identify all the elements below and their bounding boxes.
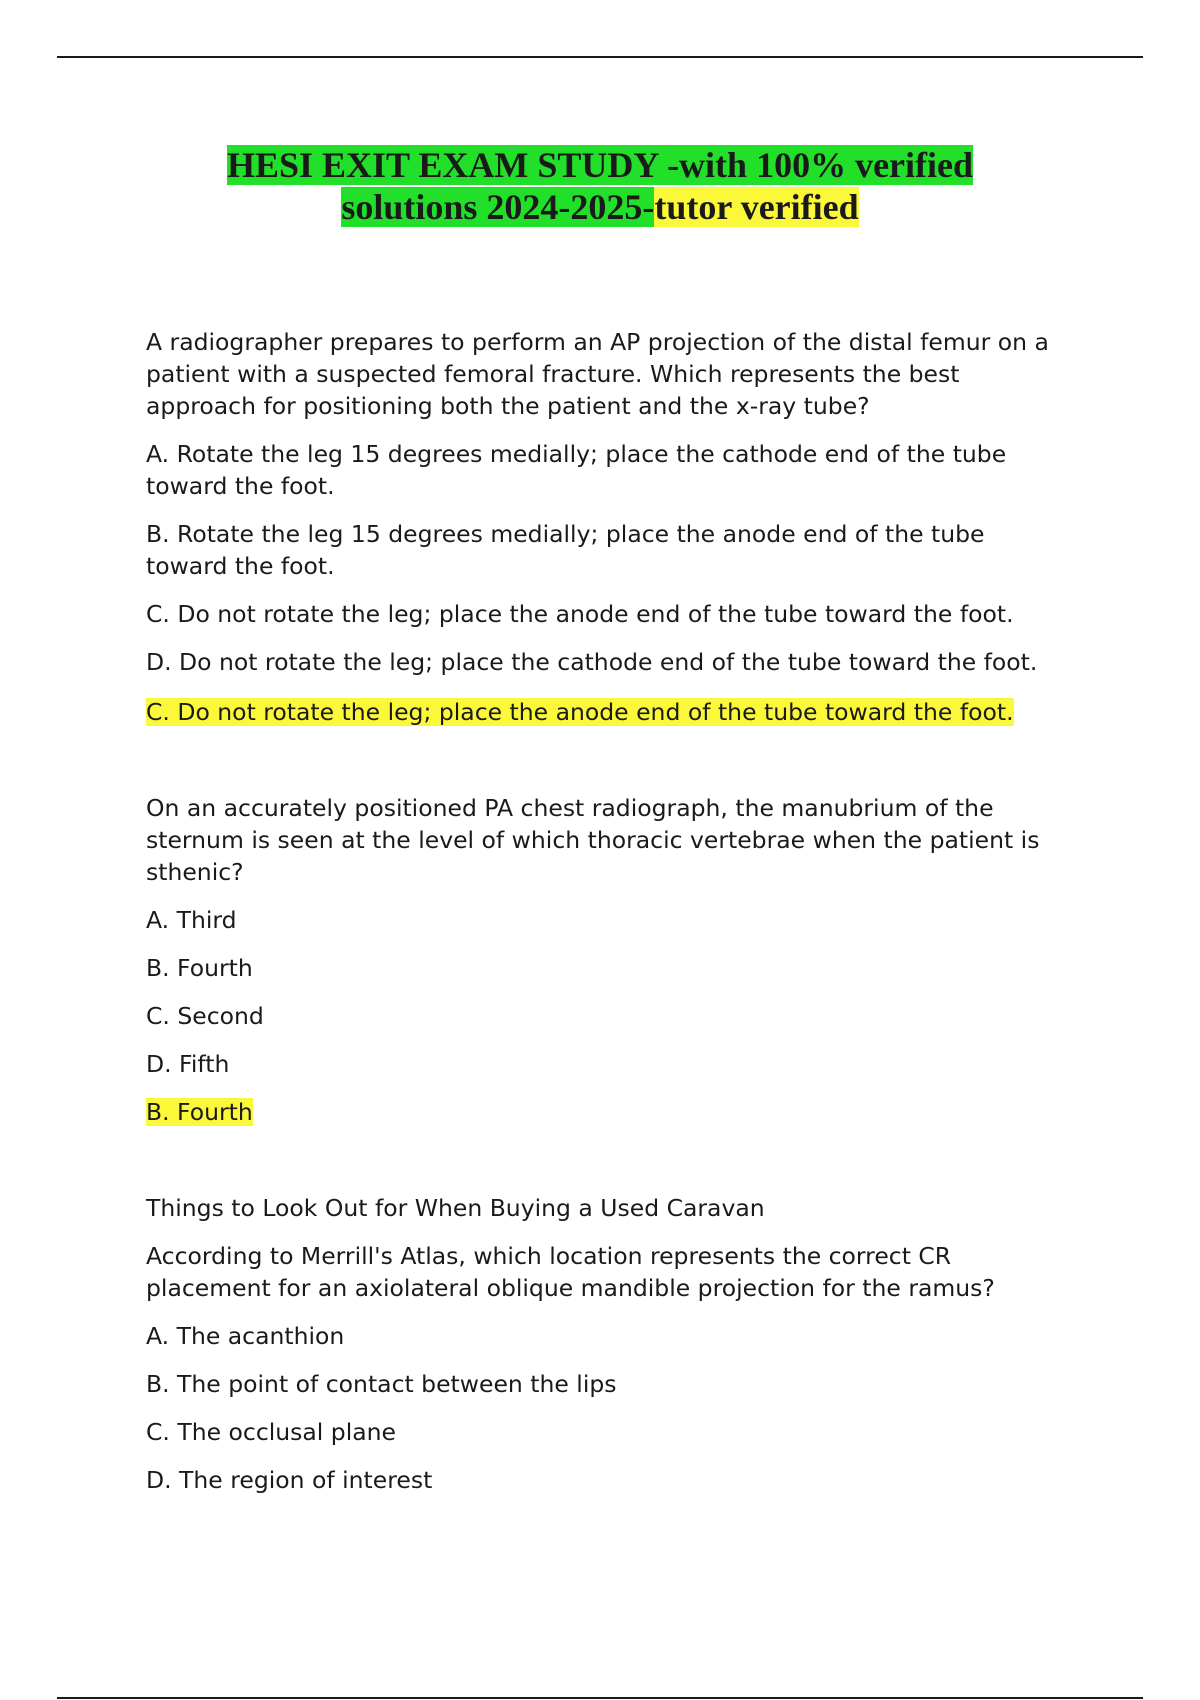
question-2-answer	[146, 1096, 1066, 1128]
document-body	[146, 326, 1066, 1512]
question-2-option-c: C. Second	[146, 1002, 264, 1030]
question-1-stem: A radiographer prepares to perform an AP projection of the distal femur on a patient with a suspected femoral fracture. Which represents the best approach for positioning both the patient and the x-ray tube?	[146, 328, 1049, 420]
question-3-option-b: B. The point of contact between the lips	[146, 1370, 617, 1398]
document-title	[0, 144, 1200, 228]
question-3-option-a: A. The acanthion	[146, 1322, 345, 1350]
section-heading: Things to Look Out for When Buying a Used Caravan	[146, 1194, 765, 1222]
question-3-stem: According to Merrill's Atlas, which location represents the correct CR placement for an axiolateral oblique mandible projection for the ramus?	[146, 1242, 995, 1302]
question-1-answer	[146, 696, 1066, 728]
question-2-answer-text: B. Fourth	[146, 1098, 253, 1126]
question-1-option-d: D. Do not rotate the leg; place the cathode end of the tube toward the foot.	[146, 648, 1038, 676]
title-line-2-yellow: tutor verified	[654, 187, 859, 227]
title-line-2-green: solutions 2024-2025-	[341, 187, 655, 227]
question-2-option-a: A. Third	[146, 906, 237, 934]
question-2-stem: On an accurately positioned PA chest radiograph, the manubrium of the sternum is seen at the level of which thoracic vertebrae when the patient is sthenic?	[146, 794, 1040, 886]
question-3-option-d: D. The region of interest	[146, 1466, 433, 1494]
bottom-rule	[57, 1697, 1143, 1699]
title-line-1: HESI EXIT EXAM STUDY -with 100% verified	[226, 145, 974, 185]
question-3-option-c: C. The occlusal plane	[146, 1418, 397, 1446]
question-1-option-a: A. Rotate the leg 15 degrees medially; place the cathode end of the tube toward the foot.	[146, 440, 1007, 500]
question-2-option-b: B. Fourth	[146, 954, 253, 982]
question-2-option-d: D. Fifth	[146, 1050, 230, 1078]
question-1-option-b: B. Rotate the leg 15 degrees medially; place the anode end of the tube toward the foot.	[146, 520, 985, 580]
question-1-answer-text: C. Do not rotate the leg; place the anode end of the tube toward the foot.	[146, 698, 1014, 726]
question-1-option-c: C. Do not rotate the leg; place the anode end of the tube toward the foot.	[146, 600, 1014, 628]
top-rule	[57, 56, 1143, 58]
